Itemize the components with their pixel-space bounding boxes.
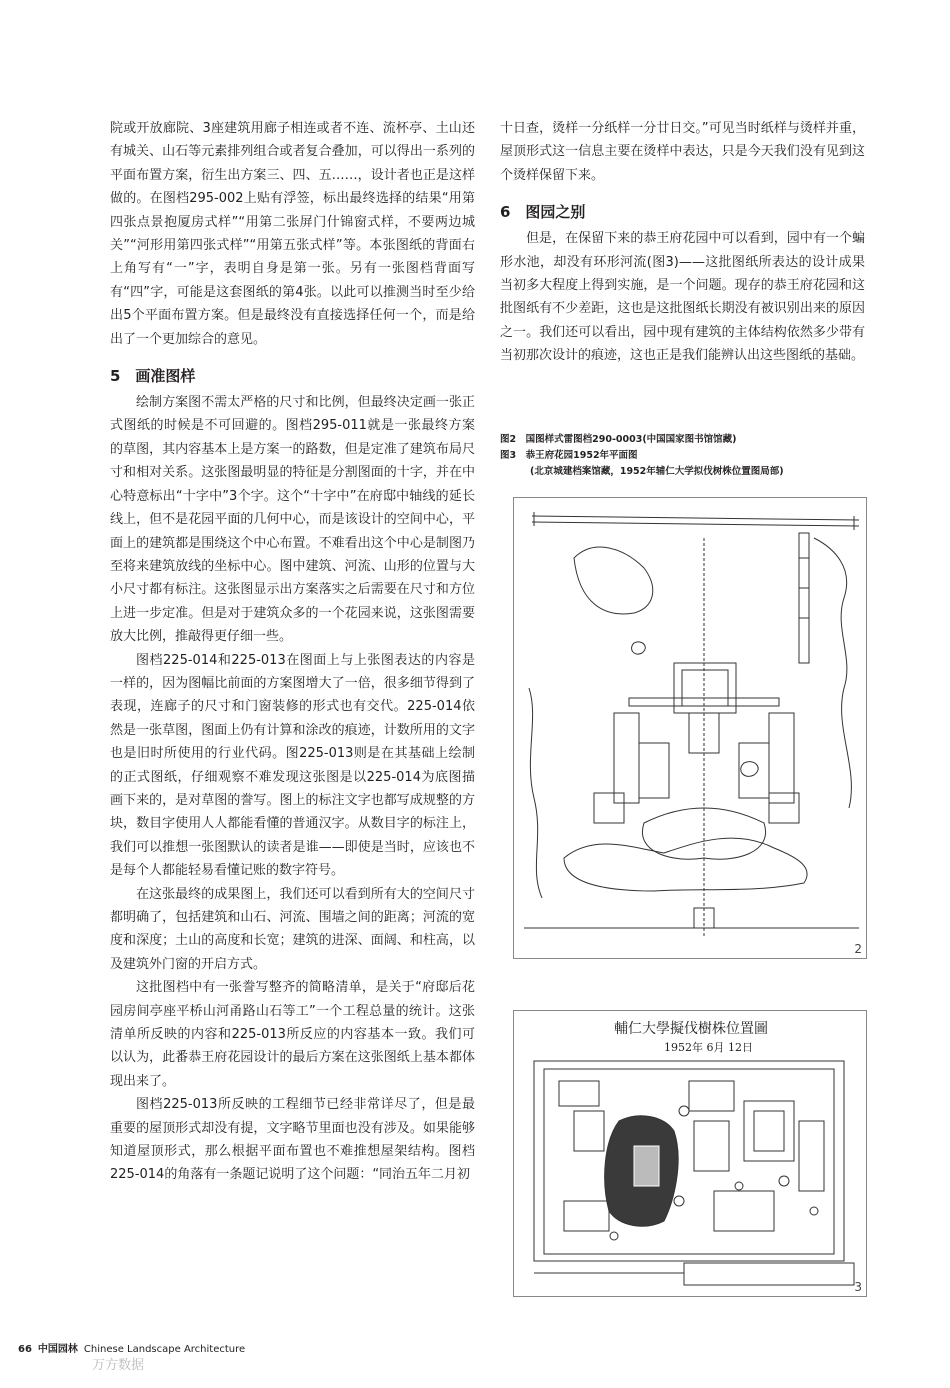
figure-captions (500, 432, 870, 480)
section-heading-5: 5 画准图样 (110, 367, 196, 386)
figure-number: 2 (854, 942, 862, 956)
journal-name-cn: 中国园林 (37, 1344, 78, 1355)
paragraph: 院或开放廊院、3座建筑用廊子相连或者不连、流杯亭、土山还有城关、山石等元素排列组合或者复合叠加，可以得出一系列的平面布置方案，衍生出方案三、四、五……，设计者也正是这样做的。在图档295-002上贴有浮签，标出最终选择的结果“用第四张点景抱厦房式样”“用第二张屏门什锦窗式样，不要两边城关”“河形用第四张式样”“用第五张式样”等。本张图纸的背面右上角写有“一”字，表明自身是第一张。另有一张图档背面写有“四”字，可能是这套图纸的第4张。以此可以推测当时至少给出5个平面布置方案。但是最终没有直接选择任何一个，而是给出了一个更加综合的意见。 (110, 121, 475, 347)
page-footer (18, 1340, 245, 1355)
paragraph: 图档225-013所反映的工程细节已经非常详尽了，但是最重要的屋顶形式却没有提，文字略节里面也没有涉及。如果能够知道屋顶形式，那么根据平面布置也不难推想屋架结构。图档225-014的角落有一条题记说明了这个问题：“同治五年二月初 (110, 1097, 475, 1183)
caption-fig3-source: (北京城建档案馆藏，1952年辅仁大学拟伐树株位置图局部) (530, 466, 784, 477)
caption-fig3: 图3 恭王府花园1952年平面图 (500, 450, 638, 461)
section-heading-6: 6 图园之别 (500, 203, 586, 222)
caption-fig2: 图2 国图样式雷图档290-0003(中国国家图书馆馆藏) (500, 434, 737, 445)
paragraph: 但是，在保留下来的恭王府花园中可以看到，园中有一个蝙形水池，却没有环形河流(图3)——这批图纸所表达的设计成果当初多大程度上得到实施，是一个问题。现存的恭王府花园和这批图纸有不少差距，这也是这批图纸长期没有被识别出来的原因之一。我们还可以看出，园中现有建筑的主体结构依然多少带有当初那次设计的痕迹，这也正是我们能辨认出这些图纸的基础。 (500, 231, 865, 364)
paragraph: 绘制方案图不需太严格的尺寸和比例，但最终决定画一张正式图纸的时候是不可回避的。图档295-011就是一张最终方案的草图，其内容基本上是方案一的路数，但是定准了建筑布局尺寸和相对关系。这张图最明显的特征是分割图面的十字，并在中心特意标出“十字中”3个字。这个“十字中”在府邸中轴线的延长线上，但不是花园平面的几何中心，而是该设计的空间中心，平面上的建筑都是围绕这个中心布置。不难看出这个中心是制图乃至将来建筑放线的坐标中心。图中建筑、河流、山形的位置与大小尺寸都有标注。这张图显示出方案落实之后需要在尺寸和方位上进一步定准。但是对于建筑众多的一个花园来说，这张图需要放大比例，推敲得更仔细一些。 (110, 395, 475, 645)
paragraph: 这批图档中有一张誊写整齐的简略清单，是关于“府邸后花园房间亭座平桥山河甬路山石等工”一个工程总量的统计。这张清单所反映的内容和225-013所反应的内容基本一致。我们可以认为，此番恭王府花园设计的最后方案在这张图纸上基本都体现出来了。 (110, 980, 475, 1089)
paragraph: 在这张最终的成果图上，我们还可以看到所有大的空间尺寸都明确了，包括建筑和山石、河流、围墙之间的距离；河流的宽度和深度；土山的高度和长宽；建筑的进深、面阔、和柱高，以及建筑外门窗的开启方式。 (110, 886, 475, 972)
garden-1952-plan (514, 1011, 866, 1296)
figure-2-plan-drawing (513, 497, 867, 959)
figure-3-1952-map (513, 1010, 867, 1297)
map-title: 輔仁大學擬伐樹株位置圖 (614, 1021, 768, 1037)
page-number: 66 (18, 1344, 32, 1355)
left-text-column (110, 117, 475, 1187)
map-date: 1952年 6月 12日 (664, 1041, 753, 1054)
garden-plan-sketch (514, 498, 866, 958)
paragraph: 图档225-014和225-013在图面上与上张图表达的内容是一样的，因为图幅比前面的方案图增大了一倍，很多细节得到了表现，连廊子的尺寸和门窗装修的形式也有交代。225-014依然是一张草图，图面上仍有计算和涂改的痕迹，计数所用的文字也是旧时所使用的行业代码。图225-013则是在其基础上绘制的正式图纸，仔细观察不难发现这张图是以225-014为底图描画下来的，是对草图的誊写。图上的标注文字也都写成规整的方块，数目字使用人人都能看懂的普通汉字。从数目字的标注上，我们可以推想一张图默认的读者是谁——即使是当时，应该也不是每个人都能轻易看懂记账的数字符号。 (110, 652, 475, 879)
journal-name-en: Chinese Landscape Architecture (83, 1344, 246, 1355)
paragraph: 十日查，烫样一分纸样一分廿日交。”可见当时纸样与烫样并重，屋顶形式这一信息主要在烫样中表达，只是今天我们没有见到这个烫样保留下来。 (500, 121, 865, 183)
right-text-column (500, 117, 865, 368)
watermark: 万方数据 (92, 1358, 145, 1373)
figure-number: 3 (854, 1280, 862, 1294)
